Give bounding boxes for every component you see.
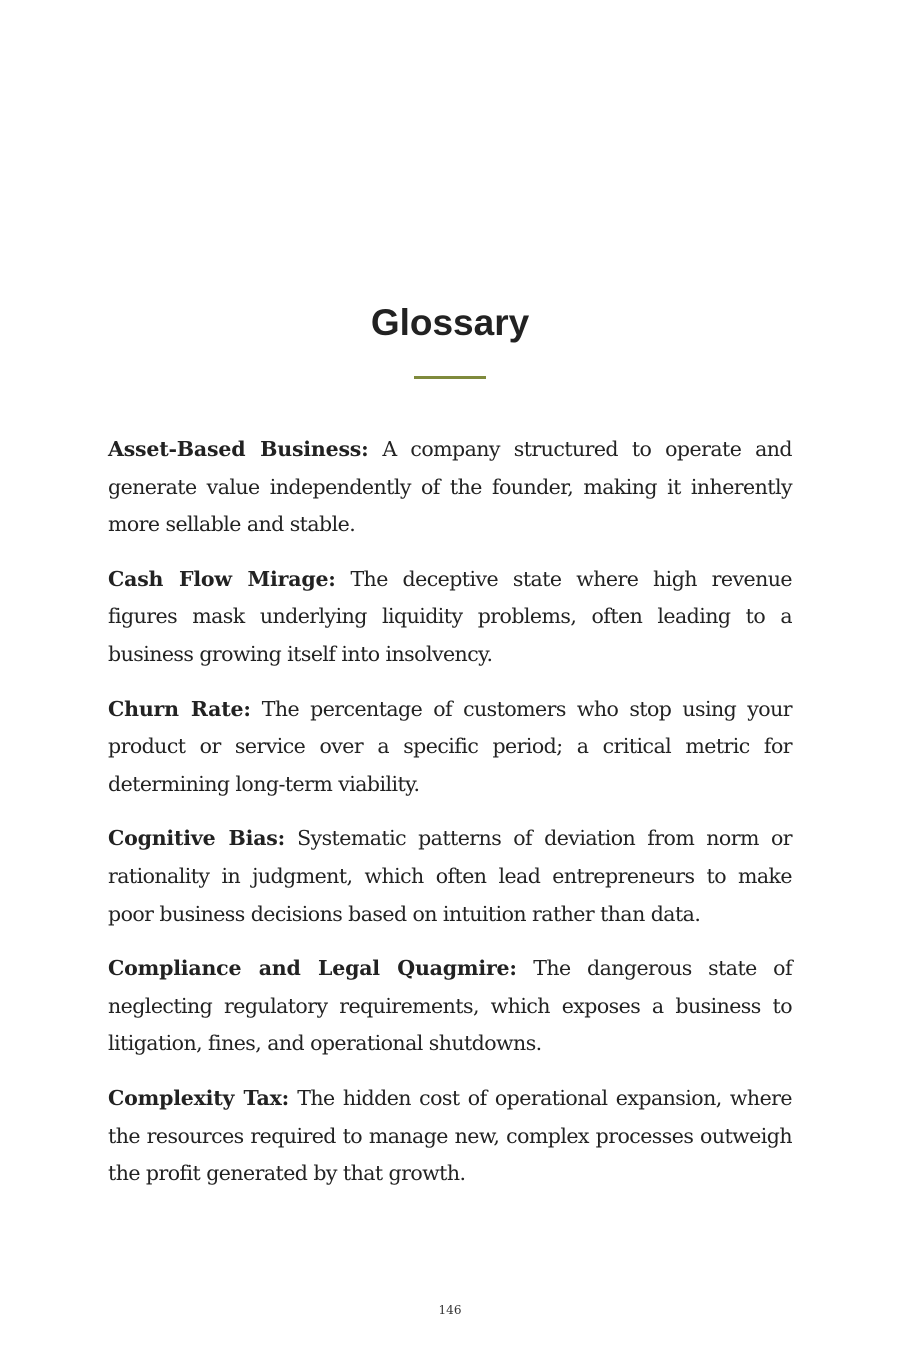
glossary-entry xyxy=(108,431,792,544)
glossary-definition: A company structured to operate and generate value independently of the founder, making it inherently more sellable and stable. xyxy=(108,437,792,537)
glossary-definition: The percentage of customers who stop using your product or service over a specific period; a critical metric for determining long-term viability. xyxy=(108,696,792,796)
glossary-term: Cash Flow Mirage: xyxy=(108,566,336,591)
glossary-entry xyxy=(108,820,792,933)
page-title: Glossary xyxy=(370,302,530,343)
glossary-term: Complexity Tax: xyxy=(108,1085,290,1110)
glossary-entry xyxy=(108,950,792,1063)
glossary-list xyxy=(108,431,792,1210)
glossary-definition: The deceptive state where high revenue figures mask underlying liquidity problems, often leading to a business growing itself into insolvency. xyxy=(108,566,793,666)
page-number: 146 xyxy=(438,1303,462,1317)
glossary-term: Cognitive Bias: xyxy=(108,826,285,851)
glossary-term: Churn Rate: xyxy=(108,696,251,721)
glossary-term: Asset-Based Business: xyxy=(108,437,369,461)
glossary-definition: The dangerous state of neglecting regulatory requirements, which exposes a business to litigation, fines, and operational shutdowns. xyxy=(108,956,792,1056)
glossary-entry xyxy=(108,691,792,804)
glossary-term: Compliance and Legal Quagmire: xyxy=(108,956,517,981)
glossary-definition: Systematic patterns of deviation from norm or rationality in judgment, which often lead entrepreneurs to make poor business decisions based on intuition rather than data. xyxy=(108,826,792,926)
title-divider xyxy=(414,376,486,379)
glossary-definition: The hidden cost of operational expansion, where the resources required to manage new, complex processes outweigh the profit generated by that growth. xyxy=(108,1085,792,1186)
glossary-entry xyxy=(108,561,792,674)
glossary-entry xyxy=(108,1080,792,1193)
